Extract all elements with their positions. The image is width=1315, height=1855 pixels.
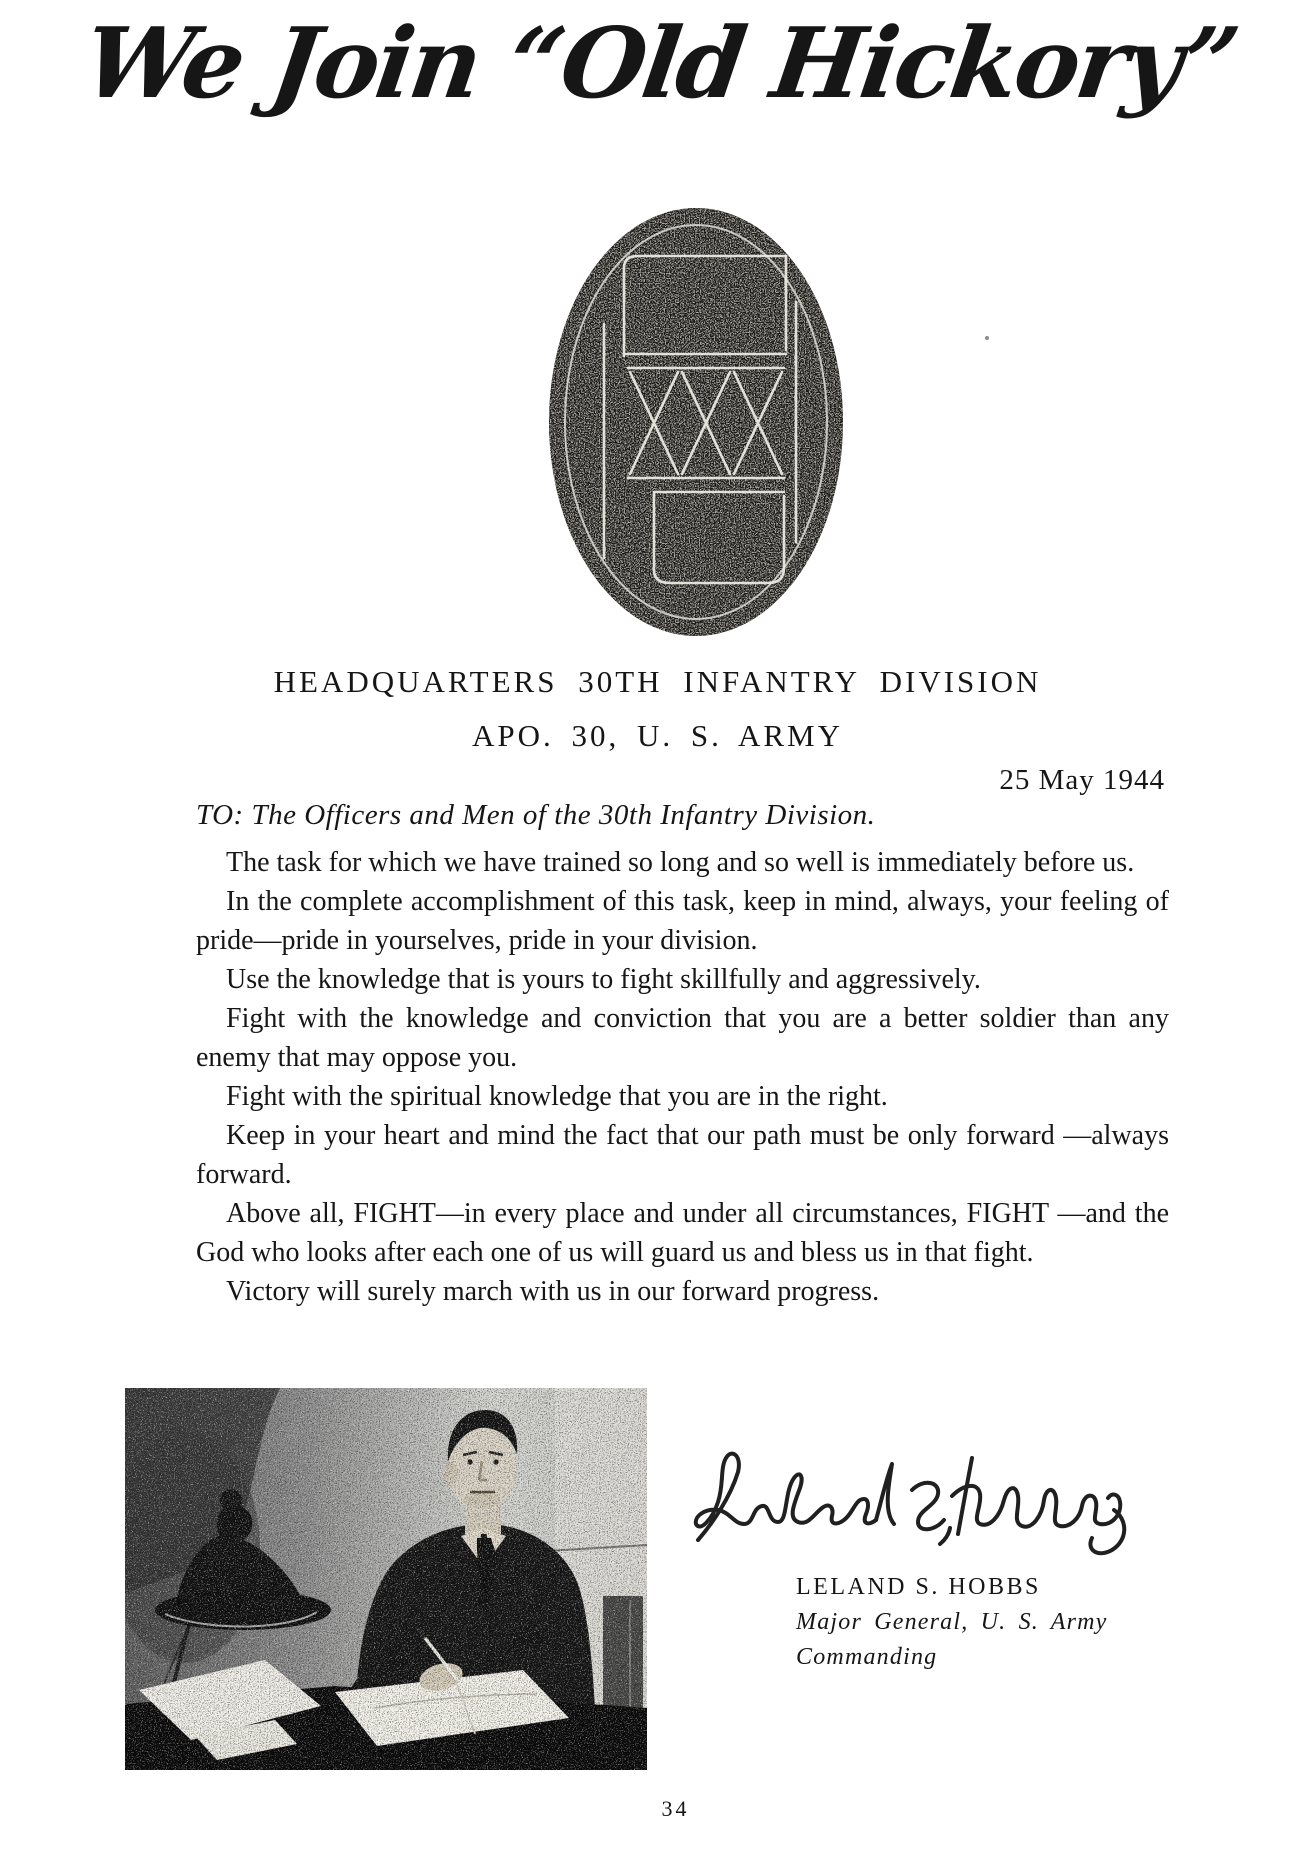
letter-paragraph: Fight with the knowledge and conviction that you are a better soldier than any enemy that may oppose you.	[196, 1003, 1169, 1073]
insignia-oval	[548, 206, 845, 638]
letter-paragraph: In the complete accomplishment of this task, keep in mind, always, your feeling of pride—pride in yourselves, pride in your division.	[196, 886, 1169, 956]
signature-name: LELAND S. HOBBS	[796, 1574, 1041, 1600]
letter-paragraph: Above all, FIGHT—in every place and under all circumstances, FIGHT —and the God who looks after each one of us will guard us and bless us in that fight.	[196, 1198, 1169, 1268]
letter-salutation: TO: The Officers and Men of the 30th Infantry Division.	[196, 799, 876, 831]
letter-paragraph: Victory will surely march with us in our forward progress.	[226, 1276, 880, 1307]
page-number: 34	[661, 1796, 690, 1821]
letter-paragraph: Use the knowledge that is yours to fight skillfully and aggressively.	[226, 964, 981, 995]
signature-role: Commanding	[796, 1644, 938, 1670]
scan-speck	[985, 336, 989, 340]
old-hickory-insignia	[548, 206, 845, 638]
letterhead-line1: HEADQUARTERS 30TH INFANTRY DIVISION	[273, 664, 1042, 699]
letter-paragraph: Fight with the spiritual knowledge that you are in the right.	[226, 1081, 888, 1112]
signature-rank: Major General, U. S. Army	[796, 1609, 1108, 1635]
letter-paragraph: Keep in your heart and mind the fact that our path must be only forward —always forward.	[196, 1120, 1169, 1190]
page-title: We Join “Old Hickory”	[76, 6, 1244, 120]
hobbs-signature-script	[690, 1436, 1140, 1576]
letter-date: 25 May 1944	[999, 764, 1165, 796]
letter-body	[196, 843, 1169, 1311]
photo-grain-light	[125, 1388, 647, 1770]
letter-paragraph: The task for which we have trained so long and so well is immediately before us.	[226, 847, 1135, 878]
photo-general-at-desk	[125, 1388, 647, 1770]
letterhead-line2: APO. 30, U. S. ARMY	[472, 718, 843, 753]
